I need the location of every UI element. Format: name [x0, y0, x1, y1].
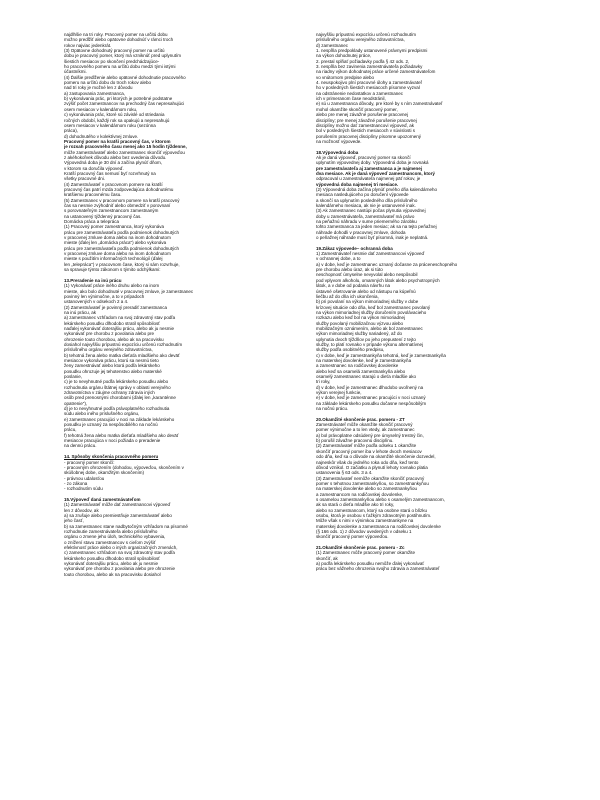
- text-line: pomeru na určitú dobu do troch rokov alebo: [64, 80, 152, 86]
- text-line: ho pracovného pomeru na určitú dobu medzi tými istými: [64, 64, 176, 70]
- text-line: na výkon dohodnutej práce,: [316, 53, 372, 59]
- text-line: ústavné ošetrovanie alebo od nástupu na kúpeľnú: [316, 288, 416, 294]
- text-line: na materskej dovolenke, keď je zamestnankyňa: [316, 357, 412, 363]
- text-line: dosiahol najvyššiu prípustnú expozíciu určenú rozhodnutím: [64, 341, 183, 347]
- text-line: krízovej situácie odo dňa, keď bol zamestnanec povolaný: [316, 304, 431, 310]
- text-line: tohto zamestnanca za jeden mesiac; ak sa na tejto peňažnej: [316, 224, 437, 230]
- text-line: efektívnosť práce alebo o iných organizačných zmenách,: [64, 545, 178, 550]
- text-line: d) v dobe, keď je zamestnanec dlhodobo uvoľnený na: [316, 384, 424, 390]
- text-line: a) zamestnanec vzhľadom na svoj zdravotný stav podľa: [64, 315, 176, 321]
- text-line: (1) Zamestnávateľ môže dať zamestnancovi výpoveď: [64, 502, 171, 508]
- text-line: na možnosť výpovede.: [316, 138, 362, 144]
- text-line: alebo pre menej závažné porušenie pracovnej: [316, 112, 409, 118]
- text-line: e) v dobe, keď je zamestnanec pracujúci v noci uznaný: [316, 395, 426, 401]
- text-line: Kratší pracovný čas nemusí byť rozvrhnutý na: [64, 170, 156, 176]
- text-line: osôb pred prenosnými chorobami (ďalej len „karanténne: [64, 395, 176, 401]
- text-line: f) tehotná žena alebo matka dieťaťa mladšieho ako deväť: [64, 432, 179, 438]
- text-line: (2) Zamestnávateľ je povinný preradiť zamestnanca: [64, 304, 168, 310]
- text-line: lekárskeho posudku dlhodobo stratil spôsobilosť: [64, 555, 160, 561]
- text-line: posudku je uznaný za nespôsobilého na nočnú: [64, 422, 158, 428]
- text-line: - právnou udalosťou: [64, 475, 105, 481]
- text-line: Zamestnávateľ môže okamžite skončiť pracovný: [316, 422, 413, 428]
- text-line: kalendárneho mesiaca, ak nie je ustanovené inak.: [316, 203, 416, 208]
- text-line: osem mesiacov v kalendárnom roku,: [64, 106, 138, 112]
- text-line: (5) Zamestnanec v pracovnom pomere na kratší pracovný: [64, 197, 180, 203]
- text-line: rozkazu alebo keď bol na výkon mimoriadnej: [316, 315, 406, 321]
- text-line: dobu je pracovný pomer, ktorý má vzniknúť pred uplynutím: [64, 53, 181, 59]
- section-heading: 20.Okamžité skončenie prac. pomeru - ZT: [316, 416, 405, 422]
- text-line: (3) Zamestnávateľ nemôže okamžite skončiť pracovný: [316, 475, 425, 481]
- text-line: mesiaca nasledujúceho po doručení výpovede: [316, 192, 409, 198]
- text-line: liečbu až do dňa ich ukončenia,: [316, 293, 379, 299]
- text-line: na výkon mimoriadnej služby doručením povolávacieho: [316, 309, 427, 315]
- text-line: d) zamestnanec: [316, 42, 349, 48]
- text-line: d) dohodnutého v kolektívnej zmluve.: [64, 133, 139, 139]
- text-line: mieste (ďalej len „domácka práca") alebo vykonáva: [64, 240, 167, 246]
- text-line: služby podľa osobitného predpisu,: [316, 347, 385, 353]
- text-line: dôvod vznikol. O začiatku a plynutí lehoty rovnako platia: [316, 464, 428, 470]
- right-column: [316, 32, 566, 572]
- text-line: len z dôvodov, ak: [64, 507, 99, 513]
- text-line: Domácka práca a telepráca: [64, 219, 120, 225]
- text-line: orgánu o zmene jeho úloh, technického vybavenia,: [64, 534, 166, 540]
- text-line: vykonávať pre chorobu z povolania alebo pre: [64, 331, 154, 337]
- section-heading: 21.Okamžité skončenie prac. pomeru - Zc: [316, 545, 405, 550]
- text-line: uplynutím výpovednej doby. Výpovedná doba je rovnaká: [316, 160, 429, 166]
- text-line: náhrade dohodli v pracovnej zmluve, dohoda: [316, 229, 406, 235]
- text-line: ho v posledných šiestich mesiacoch písomne vyzval: [316, 85, 420, 91]
- text-line: mobilizačným oznámením, alebo ak bol zamestnanec: [316, 325, 423, 331]
- text-line: ustanovených v odsekoch 2 a 4.: [64, 299, 129, 305]
- text-line: výkon mimoriadnej služby nariadený, až do: [316, 331, 403, 337]
- text-line: (1) Pracovný pomer zamestnanca, ktorý vykonáva: [64, 224, 165, 230]
- text-line: môže zamestnávateľ alebo zamestnanec skončiť výpoveďou: [64, 149, 185, 155]
- text-line: - pracovný pomer skončí:: [64, 459, 115, 465]
- text-line: pre chorobu alebo úraz, ak si túto: [316, 267, 383, 273]
- text-line: služby, to platí rovnako v prípade výkonu alternatívnej: [316, 341, 423, 347]
- section-heading: 13.Preradenie na inú prácu: [64, 277, 122, 283]
- text-line: látok, a v dobe od podania návrhu na: [316, 283, 391, 289]
- text-line: prácu bez vážneho ohrozenia svojho zdravia a zamestnávateľ: [316, 566, 440, 572]
- text-line: odpracoval u zamestnávateľa najmenej päť rokov, je: [316, 176, 421, 182]
- text-line: na peňažnú náhradu v sume priemerného zárobku: [316, 219, 417, 225]
- text-line: práca),: [64, 128, 79, 134]
- text-line: Výpovedná doba je 30 dní a začína plynúť dňom,: [64, 160, 163, 166]
- text-line: jeho časť,: [64, 518, 84, 524]
- text-line: kratšiemu pracovnému času.: [64, 192, 122, 198]
- text-line: skončiť pracovný pomer výpoveďou.: [316, 534, 389, 540]
- text-line: povinný len výnimočne, a to v prípadoch: [64, 293, 145, 299]
- text-line: a skončí sa uplynutím posledného dňa príslušného: [316, 197, 418, 203]
- text-line: vykonávať doterajšiu prácu, alebo ak ju nesmie: [64, 561, 158, 567]
- text-line: služby povolaný mobilizačnou výzvou alebo: [316, 320, 404, 326]
- text-line: bol v posledných šiestich mesiacoch v súvislosti s: [316, 128, 416, 134]
- text-line: vo vnútornom predpise alebo: [316, 74, 375, 80]
- text-line: len „telepráca") v pracovnom čase, ktorý si sám rozvrhuje,: [64, 261, 180, 267]
- text-line: (1) Vykonávať práce iného druhu alebo na inom: [64, 283, 160, 289]
- text-line: na inú prácu, ak: [64, 309, 97, 315]
- text-line: s porovnateľným zamestnancom zamestnaným: [64, 208, 159, 214]
- text-line: e) sú u zamestnanca dôvody, pre ktoré by s ním zamestnávateľ: [316, 101, 443, 107]
- text-line: Môže však s nimi v výnimkou zamestnankyne na: [316, 518, 414, 524]
- text-line: doby u zamestnávateľa, zamestnávateľ má právo: [316, 213, 415, 219]
- text-line: Pracovný pomer na kratší pracovný čas, v ktorom: [64, 138, 171, 144]
- text-line: pracovný čas patrí mzda zodpovedajúca dohodnutému: [64, 186, 174, 192]
- text-line: a zamestnancom na rodičovskej dovolenke,: [316, 491, 404, 497]
- text-line: všetky pracovné dni.: [64, 176, 106, 182]
- text-line: mohol okamžite skončiť pracovný pomer,: [316, 106, 398, 112]
- text-line: naďalej vykonávať doterajšiu prácu, alebo ak ju nesmie: [64, 325, 175, 331]
- text-line: skončiť pracovný pomer iba v lehote dvoch mesiacov: [316, 448, 422, 454]
- text-line: na odstránenie nedostatkov a zamestnanec: [316, 90, 404, 96]
- text-line: výpovedná doba najmenej tri mesiace.: [316, 181, 399, 187]
- text-line: čas sa nesmie zvýhodniť alebo obmedziť v porovnaní: [64, 203, 171, 208]
- text-line: pomer výnimočne a to len vtedy, ak zamestnanec: [316, 427, 415, 433]
- text-line: účastníkmi.: [64, 69, 87, 75]
- text-line: porušením pracovnej disciplíny písomne upozornený: [316, 133, 422, 139]
- text-line: zdravotníctva v záujme ochrany zdravia iných: [64, 390, 155, 396]
- text-line: prácu pre zamestnávateľa podľa podmienok dohodnutých: [64, 229, 179, 235]
- text-line: na nočnú prácu.: [316, 406, 349, 412]
- section-heading: 15.Výpoveď daná zamestnávateľom: [64, 496, 141, 502]
- text-line: o peňažnej náhrade musí byť písomná, inak je neplatná.: [316, 235, 429, 241]
- text-line: ročných období, každý rok sa opakujú a nepresahujú: [64, 117, 170, 123]
- text-line: dva mesiace. Ak je daná výpoveď zamestnancom, ktorý: [316, 170, 435, 176]
- text-line: súdu alebo iného príslušného orgánu,: [64, 411, 140, 417]
- text-line: na dennú prácu.: [64, 443, 97, 449]
- text-line: a zamestnanec na rodičovskej dovolenke: [316, 363, 399, 369]
- text-line: (4) Zamestnávateľ v pracovnom pomere na kratší: [64, 181, 163, 187]
- text-line: z akéhokoľvek dôvodu alebo bez uvedenia dôvodu.: [64, 154, 167, 160]
- text-line: zvýšiť počet zamestnancov na prechodný čas nepresahujúci: [64, 101, 185, 107]
- text-line: v ochrannej dobe, a to: [316, 256, 361, 262]
- section-heading: 19.Zákaz výpovede– ochranná doba: [316, 245, 393, 251]
- text-line: lekárskeho posudku dlhodobo stratil spôsobilosť: [64, 320, 160, 326]
- text-line: b) vykonávania prác, pri ktorých je potrebné podstatne: [64, 96, 173, 102]
- text-line: skúšobnej dobe, okamžitým skončením): [64, 470, 145, 476]
- text-line: ich v primeranom čase neodstránil,: [316, 96, 386, 102]
- text-line: poslanie,: [64, 374, 83, 379]
- text-line: mesiacov vykonáva prácu, ktorú sa nesmú tieto: [64, 357, 159, 363]
- text-line: nad tri roky je možné len z dôvodu: [64, 85, 133, 91]
- text-line: pre zamestnávateľa aj zamestnanca a je najmenej: [316, 165, 423, 171]
- text-line: v pracovnej zmluve doma alebo na inom dohodnutom: [64, 251, 171, 257]
- text-line: - rozhodnutím súdu: [64, 486, 103, 492]
- text-line: príslušného orgánu verejného zdravotníctva,: [316, 37, 405, 43]
- text-line: c) je to nevyhnutné podľa lekárskeho posudku alebo: [64, 379, 169, 385]
- text-line: najneskôr však do jedného roka odo dňa, keď tento: [316, 459, 419, 465]
- text-line: posudku ohrozuje jej tehotenstvo alebo materské: [64, 368, 162, 374]
- text-line: najvyššiu prípustnú expozíciu určenú rozhodnutím: [316, 32, 417, 37]
- text-line: vykonávať pre chorobu z povolania alebo pre ohrozenie: [64, 566, 176, 572]
- text-line: na riadny výkon dohodnutej práce určené zamestnávateľom: [316, 69, 436, 75]
- text-line: d) je to nevyhnutné podľa právoplatného rozhodnutia: [64, 406, 170, 412]
- text-line: na ustanovený týždenný pracovný čas.: [64, 213, 142, 219]
- text-line: prácu,: [64, 427, 77, 433]
- text-line: b) porušil závažne pracovnú disciplínu.: [316, 438, 394, 444]
- text-line: neschopnosť úmyselne nevyvolal alebo nespôsobil: [316, 272, 418, 278]
- text-line: 3. nespĺňa bez zavinenia zamestnávateľa požiadavky: [316, 64, 423, 70]
- left-column: [64, 32, 314, 577]
- text-line: príslušného orgánu verejného zdravotníctva,: [64, 347, 153, 353]
- text-line: možno predĺžiť alebo opätovne dohodnúť v rámci troch: [64, 37, 174, 43]
- section-heading: 14. Spôsoby skončenia pracovného pomeru: [64, 454, 159, 460]
- text-line: osobu, ktorá je osobou s ťažkým zdravotným postihnutím.: [316, 512, 432, 518]
- text-line: (4) Ďalšie predĺženie alebo opätovné dohodnutie pracovného: [64, 74, 186, 80]
- text-line: osem mesiacov v kalendárnom roku (sezónna: [64, 122, 156, 128]
- text-line: mieste, ako bolo dohodnuté v pracovnej zmluve, je zamestnanec: [64, 288, 194, 294]
- text-line: c) v dobe, keď je zamestnankyňa tehotná, keď je zamestnankyňa: [316, 352, 446, 358]
- text-line: - pracovným ohrozením (dohodou, výpoveďou, skončením v: [64, 464, 184, 470]
- text-line: a) v dobe, keď je zamestnanec uznaný dočasne za práceneschopného: [316, 261, 458, 267]
- text-line: mieste s použitím informačných technológií (ďalej: [64, 256, 163, 262]
- text-line: 1) Zamestnávateľ nesmie dať zamestnancovi výpoveď: [316, 251, 425, 257]
- section-heading: 18.Výpovedná doba: [316, 149, 359, 155]
- text-line: ženy zamestnávať alebo ktorá podľa lekárskeho: [64, 363, 160, 369]
- text-line: 1. nespĺňa predpoklady ustanovené právnymi predpismi: [316, 48, 428, 54]
- text-line: 4. neuspokojivo plní pracovné úlohy a zamestnávateľ: [316, 80, 422, 86]
- text-line: s osamelou zamestnankyňou alebo s osamelým zamestnancom,: [316, 496, 445, 502]
- text-line: alebo keď sa osamelá zamestnankyňa alebo: [316, 368, 406, 374]
- text-line: e) zamestnanec pracujúci v noci na základe lekárskeho: [64, 416, 175, 422]
- text-line: najdlhšie na tri roky. Pracovný pomer na určitú dobu: [64, 32, 168, 37]
- text-line: ustanovenia § 63 ods. 3 a 4.: [316, 470, 373, 476]
- text-line: sa spravuje týmto zákonom s týmito odchýlkami:: [64, 267, 161, 273]
- text-line: (1) Zamestnanec môže pracovný pomer okamžite: [316, 550, 416, 556]
- text-line: - zo zákona: [64, 480, 88, 486]
- text-line: rozhodnutie zamestnávateľa alebo príslušného: [64, 528, 158, 534]
- text-line: ohrozenie touto chorobou, alebo ak na pracovisku: [64, 336, 164, 342]
- text-line: c) vykonávania prác, ktoré sú závislé od striedania: [64, 112, 165, 118]
- text-line: opatrenie"),: [64, 400, 88, 406]
- text-line: b) tehotná žena alebo matka dieťaťa mladšieho ako deväť: [64, 352, 180, 358]
- text-line: je rozsah pracovného času menej ako 15 hodín týždenne,: [64, 144, 187, 150]
- text-line: v ktorom sa doručila výpoveď.: [64, 165, 124, 171]
- text-line: Ak je daná výpoveď, pracovný pomer sa skončí: [316, 154, 411, 160]
- text-line: a) sa zrušuje alebo premiestňuje zamestnávateľ alebo: [64, 512, 172, 518]
- text-line: mesiacov pracujúca v noci požiada o preradenie: [64, 438, 161, 444]
- text-line: uplynutia dvoch týždňov po jeho prepustení z tejto: [316, 336, 416, 342]
- text-line: pomer s tehotnou zamestnankyňou, so zamestnankyňou: [316, 480, 429, 486]
- text-line: osamelý zamestnanec starajú o dieťa mladšie ako: [316, 374, 416, 379]
- text-line: (2) Zamestnávateľ môže podľa odseku 1 okamžite: [316, 443, 417, 449]
- text-line: (2) Výpovedná doba začína plynúť prvého dňa kalendárneho: [316, 186, 438, 192]
- text-line: touto chorobou, alebo ak na pracovisku dosiahol: [64, 571, 161, 577]
- text-line: výkon verejnej funkcie,: [316, 390, 362, 396]
- text-line: skončiť, ak: [316, 555, 338, 561]
- text-line: rokov najviac jedenkrát.: [64, 42, 112, 48]
- text-line: pod vplyvom alkoholu, omamných látok alebo psychotropných: [316, 277, 440, 283]
- text-line: na materskej dovolenke alebo so zamestnankyňou: [316, 486, 418, 492]
- text-line: (3) Ak zamestnanec nastúpi počas plynutia výpovednej: [316, 208, 426, 214]
- text-line: (3) Opätovne dohodnutý pracovný pomer na určitú: [64, 48, 165, 54]
- text-line: a) podľa lekárskeho posudku nemôže ďalej vykonávať: [316, 561, 425, 567]
- text-line: b) sa zamestnanec stane nadbytočným vzhľadom na písomné: [64, 523, 188, 529]
- text-line: disciplíny; pre menej závažné porušenie pracovnej: [316, 117, 417, 123]
- text-line: prácu pre zamestnávateľa podľa podmienok dohodnutých: [64, 245, 179, 251]
- text-line: šiestich mesiacov po skončení predchádzajúce-: [64, 58, 160, 64]
- text-line: c) zamestnanec vzhľadom na svoj zdravotný stav podľa: [64, 550, 175, 556]
- text-line: a) zastupovania zamestnanca,: [64, 90, 126, 96]
- text-line: alebo so zamestnancom, ktorý sa osobne stará o blízku: [316, 507, 428, 513]
- text-line: (§ 166 ods. 1) z dôvodov uvedených v odseku 1: [316, 528, 412, 534]
- text-line: 2. prestal spĺňať požiadavky podľa § 42 ods. 2,: [316, 58, 410, 64]
- text-line: disciplíny možno dať zamestnancovi výpoveď, ak: [316, 122, 415, 128]
- text-line: a) bol právoplatne odsúdený pre úmyselný trestný čin,: [316, 432, 424, 438]
- text-line: materskej dovolenke a zamestnanca na rodičovskej dovolenke: [316, 523, 441, 529]
- text-line: odo dňa, keď sa o dôvode na okamžité skončenie dozvedel,: [316, 454, 436, 460]
- text-line: o znížení stavu zamestnancov s cieľom zvýšiť: [64, 539, 156, 545]
- text-line: rozhodnutia orgánu štátnej správy v oblasti verejného: [64, 384, 171, 390]
- text-line: v pracovnej zmluve doma alebo na inom dohodnutom: [64, 235, 171, 241]
- text-line: b) pri povolaní na výkon mimoriadnej služby v dobe: [316, 299, 419, 305]
- text-line: tri roky,: [316, 379, 331, 385]
- text-line: na základe lekárskeho posudku dočasne nespôsobilým: [316, 400, 427, 406]
- text-line: ak sa stará o dieťa mladšie ako tri roky,: [316, 502, 395, 508]
